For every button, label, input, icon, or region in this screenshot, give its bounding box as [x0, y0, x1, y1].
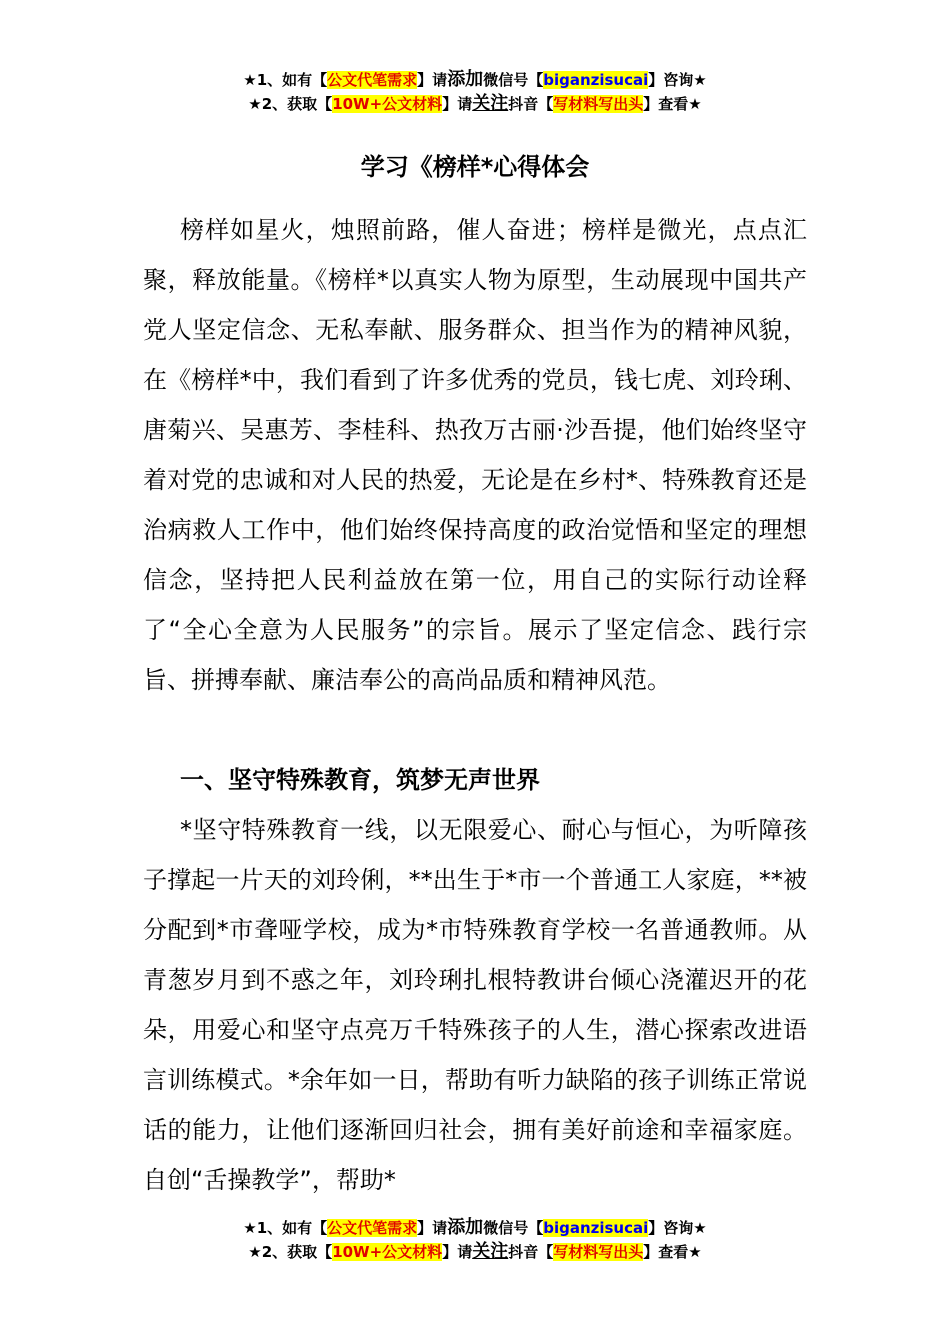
- promo-wechat-id: biganzisucai: [543, 1219, 649, 1237]
- promo-emphasis: 关注: [472, 1241, 509, 1262]
- promo-text: 】请: [442, 1243, 473, 1261]
- promo-line-1: [0, 68, 950, 92]
- promo-highlight: 10W+公文材料: [332, 95, 443, 113]
- promo-text: 】查看★: [643, 1243, 702, 1261]
- section-heading-1: 一、坚守特殊教育，筑梦无声世界: [180, 766, 540, 794]
- promo-line-1: [0, 1216, 950, 1240]
- promo-text: 微信号【: [483, 71, 544, 89]
- promo-text: 抖音【: [508, 1243, 554, 1261]
- promo-text: 】咨询★: [648, 1219, 707, 1237]
- promo-highlight: 10W+公文材料: [332, 1243, 443, 1261]
- bottom-promo-banner: [0, 1216, 950, 1264]
- promo-text: 】查看★: [643, 95, 702, 113]
- promo-emphasis: 关注: [472, 93, 509, 114]
- promo-line-2: [0, 92, 950, 116]
- page-title: 学习《榜样*心得体会: [360, 153, 590, 181]
- promo-wechat-id: biganzisucai: [543, 71, 649, 89]
- promo-emphasis: 添加: [447, 69, 484, 90]
- promo-line-2: [0, 1240, 950, 1264]
- promo-douyin-account: 写材料写出头: [553, 1243, 644, 1261]
- promo-text: ★2、获取【: [248, 1243, 333, 1261]
- promo-highlight: 公文代笔需求: [327, 71, 418, 89]
- promo-emphasis: 添加: [447, 1217, 484, 1238]
- promo-douyin-account: 写材料写出头: [553, 95, 644, 113]
- promo-text: 抖音【: [508, 95, 554, 113]
- promo-text: 】请: [417, 71, 448, 89]
- promo-text: 】咨询★: [648, 71, 707, 89]
- top-promo-banner: [0, 68, 950, 116]
- promo-text: 微信号【: [483, 1219, 544, 1237]
- promo-text: ★1、如有【: [243, 71, 328, 89]
- promo-text: 】请: [417, 1219, 448, 1237]
- promo-text: 】请: [442, 95, 473, 113]
- body-paragraph-1: 榜样如星火，烛照前路，催人奋进；榜样是微光，点点汇聚，释放能量。《榜样*以真实人物为原型，生动展现中国共产党人坚定信念、无私奉献、服务群众、担当作为的精神风貌，在《榜样*中，我们看到了许多优秀的党员，钱七虎、刘玲琍、唐菊兴、吴惠芳、李桂科、热孜万古丽·沙吾提，他们始终坚守着对党的忠诚和对人民的热爱，无论是在乡村*、特殊教育还是治病救人工作中，他们始终保持高度的政治觉悟和坚定的理想信念，坚持把人民利益放在第一位，用自己的实际行动诠释了“全心全意为人民服务”的宗旨。展示了坚定信念、践行宗旨、拼搏奉献、廉洁奉公的高尚品质和精神风范。: [143, 216, 807, 694]
- promo-text: ★2、获取【: [248, 95, 333, 113]
- body-paragraph-2: *坚守特殊教育一线，以无限爱心、耐心与恒心，为听障孩子撑起一片天的刘玲俐，**出生于*市一个普通工人家庭，**被分配到*市聋哑学校，成为*市特殊教育学校一名普通教师。从青葱岁月到不惑之年，刘玲琍扎根特教讲台倾心浇灌迟开的花朵，用爱心和坚守点亮万千特殊孩子的人生，潜心探索改进语言训练模式。*余年如一日，帮助有听力缺陷的孩子训练正常说话的能力，让他们逐渐回归社会，拥有美好前途和幸福家庭。自创“舌操教学”，帮助*: [143, 816, 807, 1194]
- promo-highlight: 公文代笔需求: [327, 1219, 418, 1237]
- promo-text: ★1、如有【: [243, 1219, 328, 1237]
